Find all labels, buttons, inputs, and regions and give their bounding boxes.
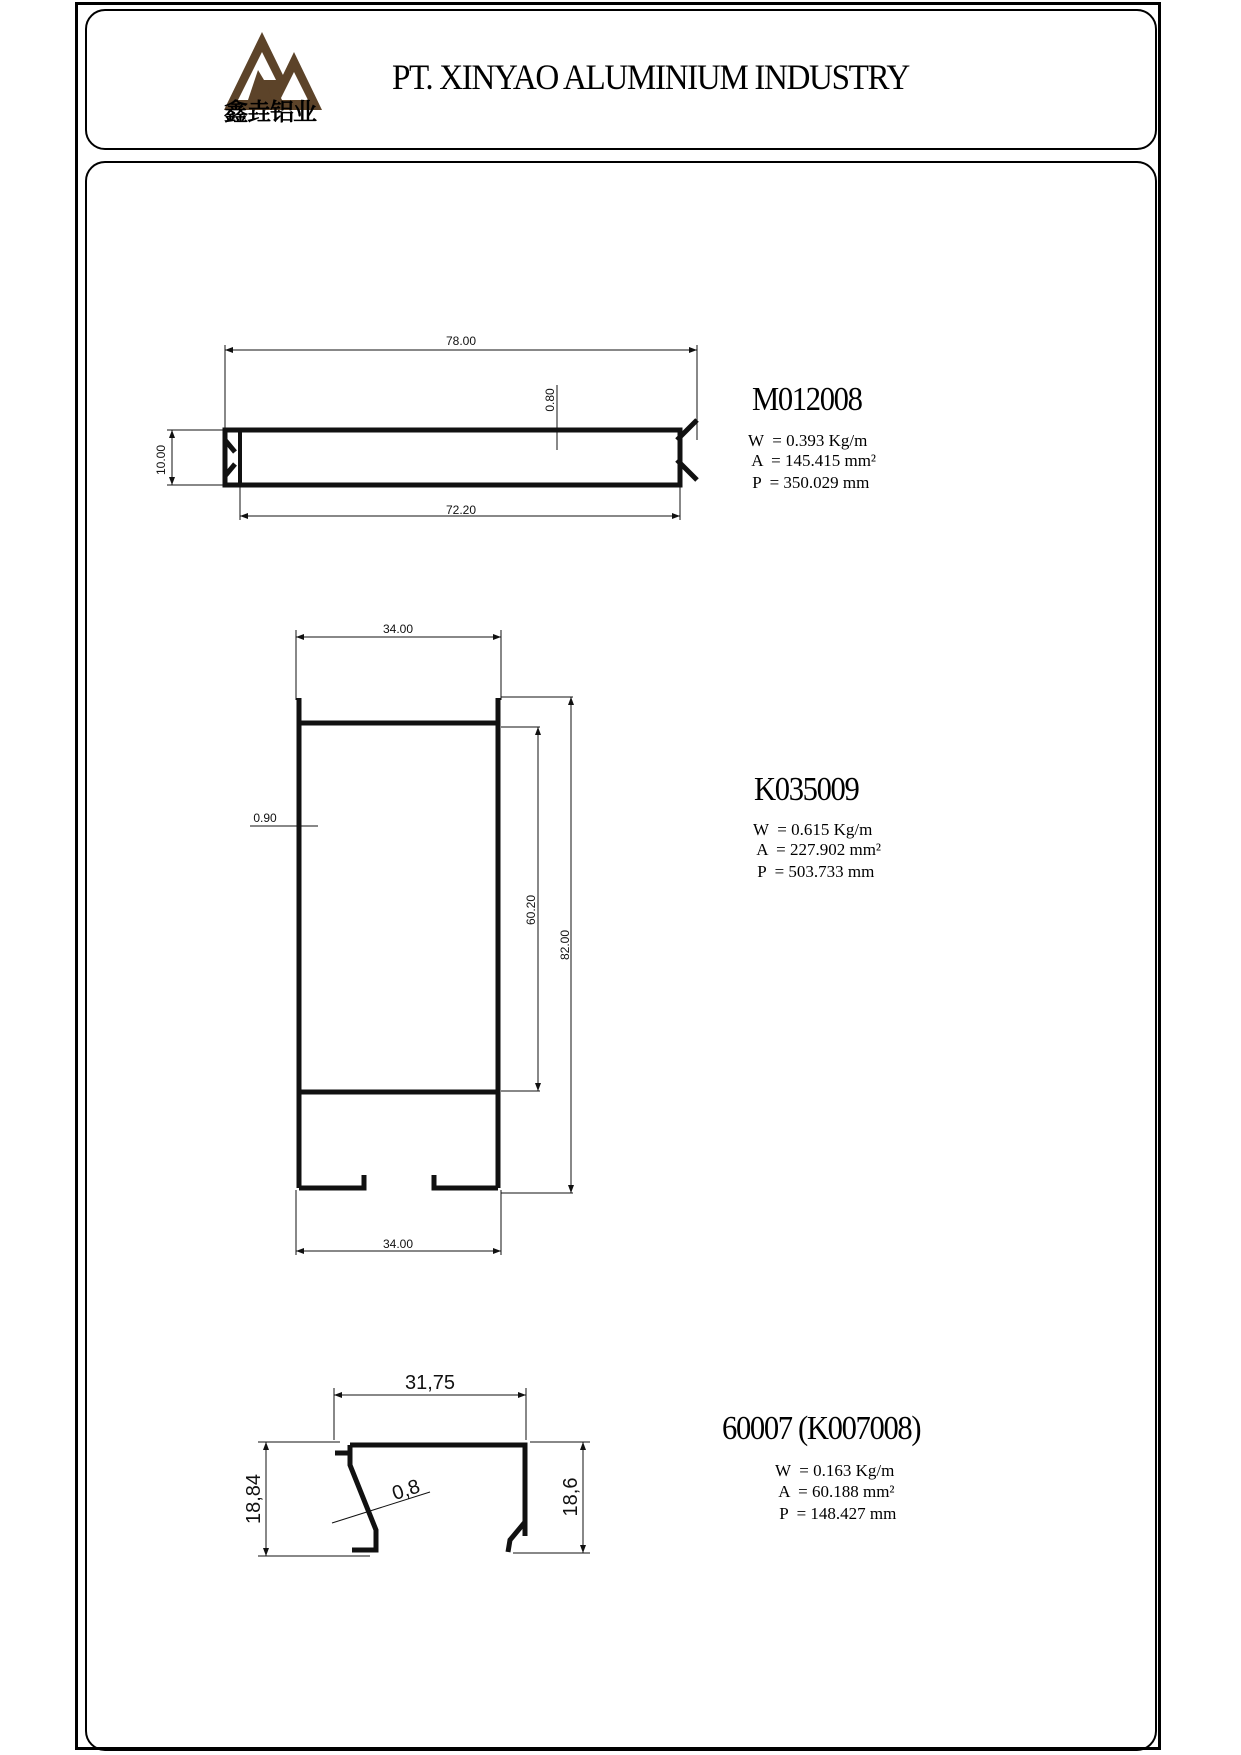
svg-text:31,75: 31,75	[404, 1372, 456, 1394]
svg-text:18,6: 18,6	[560, 1477, 582, 1517]
svg-text:0.80: 0.80	[543, 388, 557, 412]
profile-m012008-drawing	[167, 345, 697, 520]
svg-text:78.00: 78.00	[445, 334, 477, 348]
svg-text:0,8: 0,8	[389, 1475, 423, 1506]
svg-text:60.20: 60.20	[524, 894, 538, 926]
profile-weight: W = 0.615 Kg/m	[753, 820, 873, 839]
profile-weight: W = 0.163 Kg/m	[775, 1461, 895, 1480]
svg-text:0.90: 0.90	[253, 811, 277, 825]
profile-perimeter: P = 503.733 mm	[753, 862, 875, 881]
profile-perimeter: P = 148.427 mm	[775, 1504, 897, 1523]
profile-perimeter: P = 350.029 mm	[748, 473, 870, 492]
profile-weight: W = 0.393 Kg/m	[748, 431, 868, 450]
profile-60007-drawing	[258, 1388, 590, 1556]
svg-text:18,84: 18,84	[243, 1473, 265, 1525]
profile-area: A = 227.902 mm²	[753, 840, 882, 859]
profile-area: A = 145.415 mm²	[748, 451, 877, 470]
svg-text:10.00: 10.00	[154, 444, 168, 476]
svg-text:72.20: 72.20	[445, 503, 477, 517]
profile-code: M012008	[752, 381, 862, 418]
profile-code: 60007 (K007008)	[722, 1410, 921, 1447]
svg-text:82.00: 82.00	[558, 929, 572, 961]
profile-area: A = 60.188 mm²	[775, 1482, 895, 1501]
logo-chinese-text: 鑫垚铝业	[224, 98, 316, 126]
profile-k035009-drawing	[250, 630, 573, 1255]
svg-text:34.00: 34.00	[382, 1237, 414, 1251]
profile-code: K035009	[754, 771, 859, 808]
svg-text:34.00: 34.00	[382, 622, 414, 636]
company-name: PT. XINYAO ALUMINIUM INDUSTRY	[392, 57, 909, 97]
